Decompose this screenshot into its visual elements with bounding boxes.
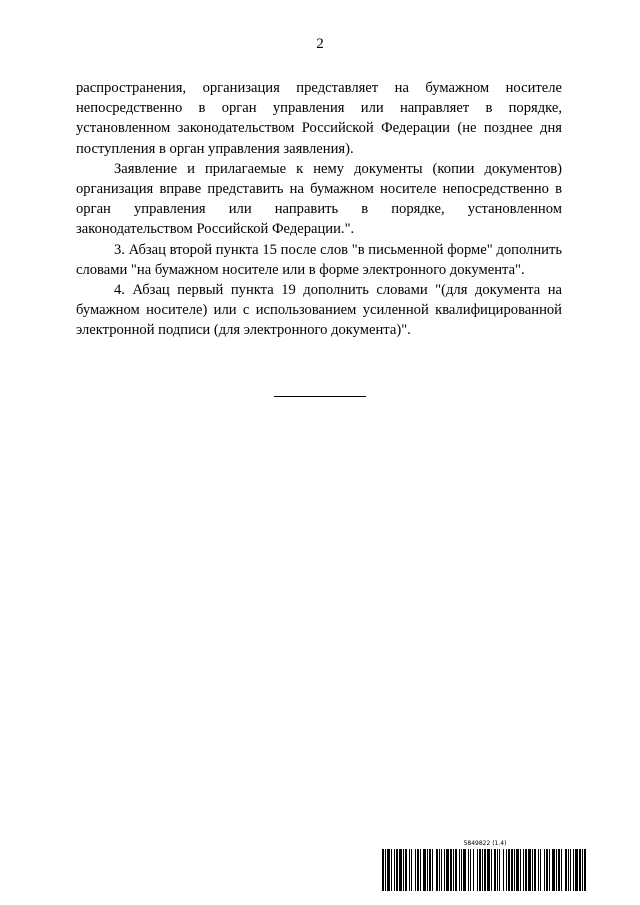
barcode-bar [473,849,474,891]
barcode-bar [525,849,527,891]
barcode-bar [570,849,571,891]
barcode-bar [459,849,460,891]
barcode-bar [420,849,421,891]
barcode-icon [382,849,588,891]
barcode-bar [409,849,410,891]
barcode-bar [479,849,481,891]
barcode-bar [540,849,541,891]
barcode-bar [461,849,462,891]
paragraph-item-4: 4. Абзац первый пункта 19 дополнить словами "(для документа на бумажном носителе) или с использованием усиленной квалифицированной электронной подписи (для электронного документа)". [76,282,562,339]
barcode-bar [491,849,492,891]
barcode-bar [446,849,449,891]
barcode-bar [403,849,404,891]
barcode-bar [415,849,416,891]
barcode-bar [532,849,533,891]
barcode-bar [573,849,574,891]
barcode-bar [427,849,428,891]
barcode-bar [546,849,548,891]
barcode-bar [534,849,536,891]
end-separator-line [274,396,366,397]
barcode-bar [497,849,498,891]
barcode-bar [523,849,524,891]
barcode-bar [455,849,457,891]
barcode-bar [429,849,431,891]
barcode-bar [494,849,496,891]
barcode-bar [558,849,560,891]
barcode-bar [405,849,407,891]
barcode-bar [417,849,419,891]
document-body [76,78,562,341]
barcode-bar [463,849,466,891]
barcode-bar [484,849,486,891]
barcode-bar [508,849,510,891]
barcode-bar [538,849,539,891]
barcode-bar [387,849,390,891]
barcode-bar [482,849,483,891]
barcode-bar [514,849,515,891]
barcode-bar [399,849,402,891]
page-number: 2 [316,36,324,52]
barcode-bar [468,849,469,891]
barcode-bar [411,849,412,891]
barcode-bar [556,849,557,891]
barcode-bar [582,849,583,891]
barcode-bar [506,849,507,891]
barcode-bar [520,849,521,891]
barcode-bar [385,849,386,891]
barcode-bar [453,849,454,891]
barcode-stamp [382,840,588,892]
barcode-bar [477,849,478,891]
barcode-bar [439,849,440,891]
paragraph-application-documents: Заявление и прилагаемые к нему документы (копии документов) организация вправе представить на бумажном носителе непосредственно в орган управления или направить в порядке, установленном законодательством Российской Федерации.". [76,160,562,238]
barcode-bar [528,849,531,891]
barcode-bar [436,849,438,891]
barcode-bar [579,849,581,891]
paragraph-item-3: 3. Абзац второй пункта 15 после слов "в письменной форме" дополнить словами "на бумажном носителе или в форме электронного документа". [76,241,562,278]
paragraph-continuation: распространения, организация представляет на бумажном носителе непосредственно в орган управления или направляет в порядке, установленном законодательством Российской Федерации (не позднее дня поступления в орган управления заявления). [76,80,562,157]
barcode-bar [568,849,569,891]
barcode-bar [441,849,442,891]
barcode-bar [391,849,392,891]
barcode-bar [511,849,513,891]
barcode-bar [561,849,562,891]
barcode-bar [575,849,578,891]
barcode-bar [503,849,504,891]
barcode-bar [450,849,452,891]
barcode-bar [552,849,555,891]
barcode-bar [549,849,550,891]
barcode-bar [516,849,519,891]
barcode-bar [444,849,445,891]
barcode-bar [394,849,395,891]
barcode-bar [470,849,471,891]
barcode-bar [396,849,398,891]
barcode-bar [487,849,490,891]
barcode-bar [565,849,567,891]
barcode-bar [382,849,384,891]
barcode-bar [423,849,426,891]
barcode-bar [544,849,545,891]
barcode-bar [432,849,433,891]
barcode-bar [584,849,586,891]
barcode-label: 5849822 (1.4) [463,840,507,847]
barcode-bar [499,849,500,891]
